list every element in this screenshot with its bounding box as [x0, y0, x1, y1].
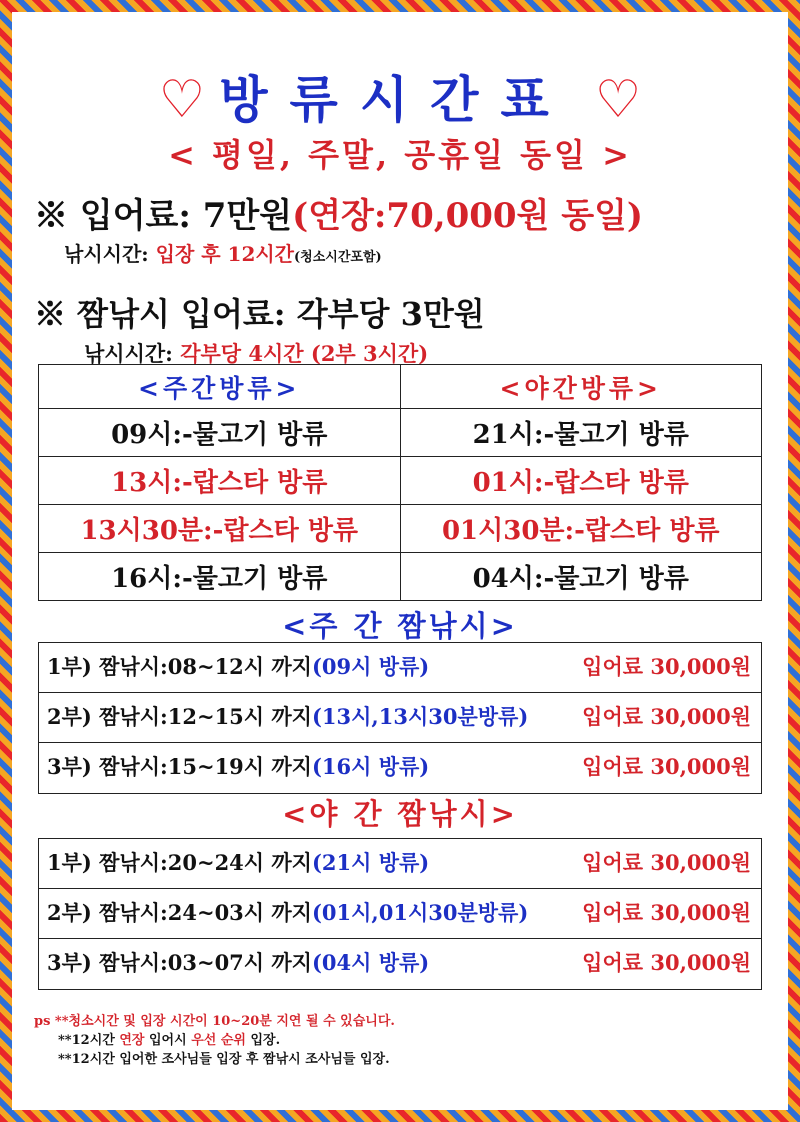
note-2-part: 입장.: [245, 1033, 281, 1048]
fishing-time-note: (청소시간포함): [294, 250, 382, 265]
day-release-cell: 09시:-물고기 방류: [39, 409, 401, 457]
night-short-list: [38, 838, 762, 990]
short-fee-line: [34, 289, 485, 335]
part-fee: 입어료 30,000원: [582, 654, 751, 679]
extension-fee: (연장:70,000원 동일): [292, 196, 644, 236]
short-time-label: 낚시시간:: [84, 341, 173, 366]
part-time: 2부) 짬낚시:24~03시 까지: [47, 900, 312, 925]
part-fee: 입어료 30,000원: [582, 754, 751, 779]
day-release-cell: 16시:-물고기 방류: [39, 553, 401, 601]
part-time: 1부) 짬낚시:08~12시 까지: [47, 654, 312, 679]
table-row: [39, 505, 762, 553]
night-release-cell: 21시:-물고기 방류: [400, 409, 762, 457]
part-time: 1부) 짬낚시:20~24시 까지: [47, 850, 312, 875]
reference-mark: ※: [34, 196, 68, 236]
note-2-part: 입어시: [144, 1033, 192, 1048]
schedule-sheet: [12, 12, 788, 1110]
note-line-1: ps **청소시간 및 입장 시간이 10~20분 지연 될 수 있습니다.: [34, 1014, 395, 1029]
title-text: 방류시간표: [219, 70, 571, 129]
night-short-title: <야 간 짬낚시>: [282, 797, 518, 831]
heart-left-icon: ♡: [158, 70, 206, 130]
note-line-3: **12시간 입어한 조사님들 입장 후 짬낚시 조사님들 입장.: [58, 1052, 390, 1067]
release-note: (04시 방류): [311, 950, 430, 975]
list-item: [39, 939, 761, 989]
release-note: (21시 방류): [311, 850, 430, 875]
list-item: [39, 743, 761, 793]
release-note: (09시 방류): [311, 654, 430, 679]
night-release-cell: 01시30분:-랍스타 방류: [400, 505, 762, 553]
day-release-cell: 13시30분:-랍스타 방류: [39, 505, 401, 553]
part-time: 2부) 짬낚시:12~15시 까지: [47, 704, 312, 729]
table-row: [39, 409, 762, 457]
fishing-time-label: 낚시시간:: [64, 242, 149, 266]
release-note: (16시 방류): [311, 754, 430, 779]
entry-fee-line: [34, 188, 643, 237]
day-short-list: [38, 642, 762, 794]
note-2-highlight: 우선 순위: [191, 1033, 246, 1048]
table-row: [39, 553, 762, 601]
list-item: [39, 643, 761, 693]
day-release-cell: 13시:-랍스타 방류: [39, 457, 401, 505]
night-release-cell: 01시:-랍스타 방류: [400, 457, 762, 505]
part-time: 3부) 짬낚시:03~07시 까지: [47, 950, 312, 975]
reference-mark: ※: [34, 295, 67, 333]
fishing-time-value: 입장 후 12시간: [155, 242, 294, 266]
list-item: [39, 889, 761, 939]
part-fee: 입어료 30,000원: [582, 704, 751, 729]
release-schedule-table: [38, 364, 762, 601]
short-time-value: 각부당 4시간 (2부 3시간): [180, 341, 429, 366]
part-fee: 입어료 30,000원: [582, 850, 751, 875]
fishing-time-line: [64, 238, 382, 267]
heart-right-icon: ♡: [594, 70, 642, 130]
night-release-cell: 04시:-물고기 방류: [400, 553, 762, 601]
page-subtitle: < 평일, 주말, 공휴일 동일 >: [168, 136, 632, 174]
part-fee: 입어료 30,000원: [582, 950, 751, 975]
part-fee: 입어료 30,000원: [582, 900, 751, 925]
release-note: (13시,13시30분방류): [311, 704, 529, 729]
page-title: [12, 60, 788, 132]
night-release-header: <야간방류>: [400, 365, 762, 409]
short-fee-label: 짬낚시 입어료: 각부당 3만원: [77, 295, 485, 333]
table-row: [39, 457, 762, 505]
day-release-header: <주간방류>: [39, 365, 401, 409]
release-note: (01시,01시30분방류): [311, 900, 529, 925]
list-item: [39, 839, 761, 889]
part-time: 3부) 짬낚시:15~19시 까지: [47, 754, 312, 779]
table-header-row: [39, 365, 762, 409]
notes: [34, 1012, 395, 1069]
note-2-part: **12시간: [58, 1033, 120, 1048]
note-2-highlight: 연장: [119, 1033, 145, 1048]
day-short-title: <주 간 짬낚시>: [282, 609, 518, 643]
entry-fee-label: 입어료: 7만원: [79, 196, 293, 236]
list-item: [39, 693, 761, 743]
note-line-2: [34, 1031, 395, 1050]
